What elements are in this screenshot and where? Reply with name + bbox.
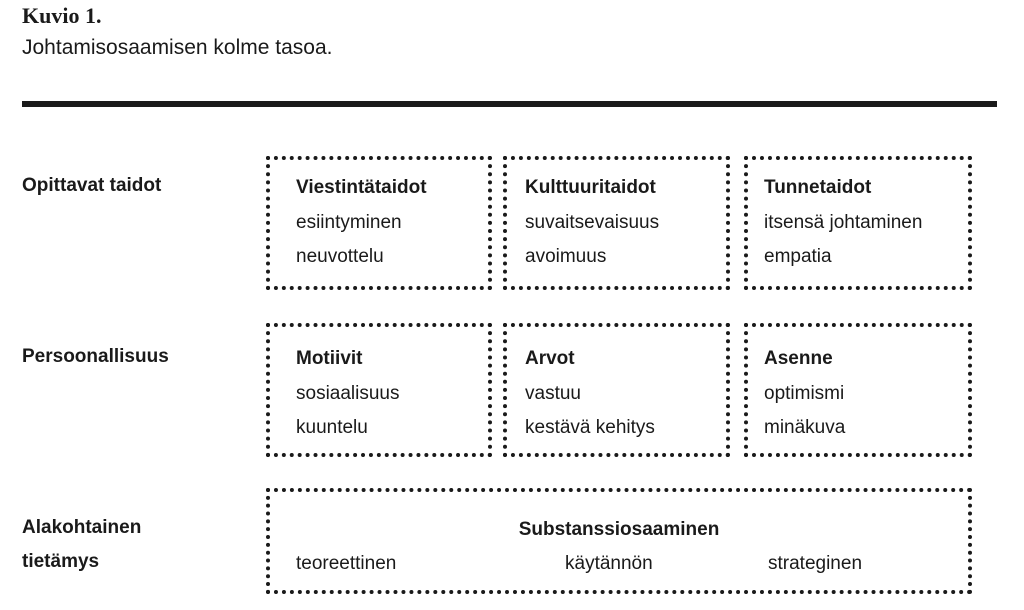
box-title: Arvot: [525, 348, 575, 369]
box-item: teoreettinen: [296, 553, 397, 574]
box-item: strateginen: [768, 553, 863, 574]
box-item: minäkuva: [764, 417, 846, 438]
box-item: käytännön: [565, 553, 653, 574]
box-item: empatia: [764, 246, 832, 267]
box-title: Viestintätaidot: [296, 177, 427, 198]
box-item: sosiaalisuus: [296, 383, 400, 404]
box-item: itsensä johtaminen: [764, 212, 923, 233]
row-label-domain-knowledge-line2: tietämys: [22, 551, 100, 572]
box-item: avoimuus: [525, 246, 607, 267]
figure-title: Johtamisosaamisen kolme tasoa.: [22, 36, 333, 59]
box-item: optimismi: [764, 383, 845, 404]
skill-box-culture: [503, 156, 730, 290]
header-divider: [22, 101, 997, 107]
personality-box-values: [503, 323, 730, 457]
figure-label: Kuvio 1.: [22, 3, 102, 28]
box-title: Tunnetaidot: [764, 177, 872, 198]
row-label-domain-knowledge-line1: Alakohtainen: [22, 517, 142, 538]
box-item: kuuntelu: [296, 417, 368, 438]
skill-box-emotional: [744, 156, 972, 290]
box-item: suvaitsevaisuus: [525, 212, 660, 233]
substance-knowledge-box: [266, 488, 972, 594]
box-item: vastuu: [525, 383, 581, 404]
row-label-personality: Persoonallisuus: [22, 346, 169, 367]
skill-box-communication: [266, 156, 492, 290]
row-label-learnable-skills: Opittavat taidot: [22, 175, 162, 196]
box-item: kestävä kehitys: [525, 417, 655, 438]
box-item: neuvottelu: [296, 246, 384, 267]
box-title: Motiivit: [296, 348, 363, 369]
personality-box-attitude: [744, 323, 972, 457]
box-title: Kulttuuritaidot: [525, 177, 656, 198]
box-item: esiintyminen: [296, 212, 402, 233]
personality-box-motives: [266, 323, 492, 457]
box-title: Asenne: [764, 348, 833, 369]
box-title: Substanssiosaaminen: [518, 519, 720, 540]
